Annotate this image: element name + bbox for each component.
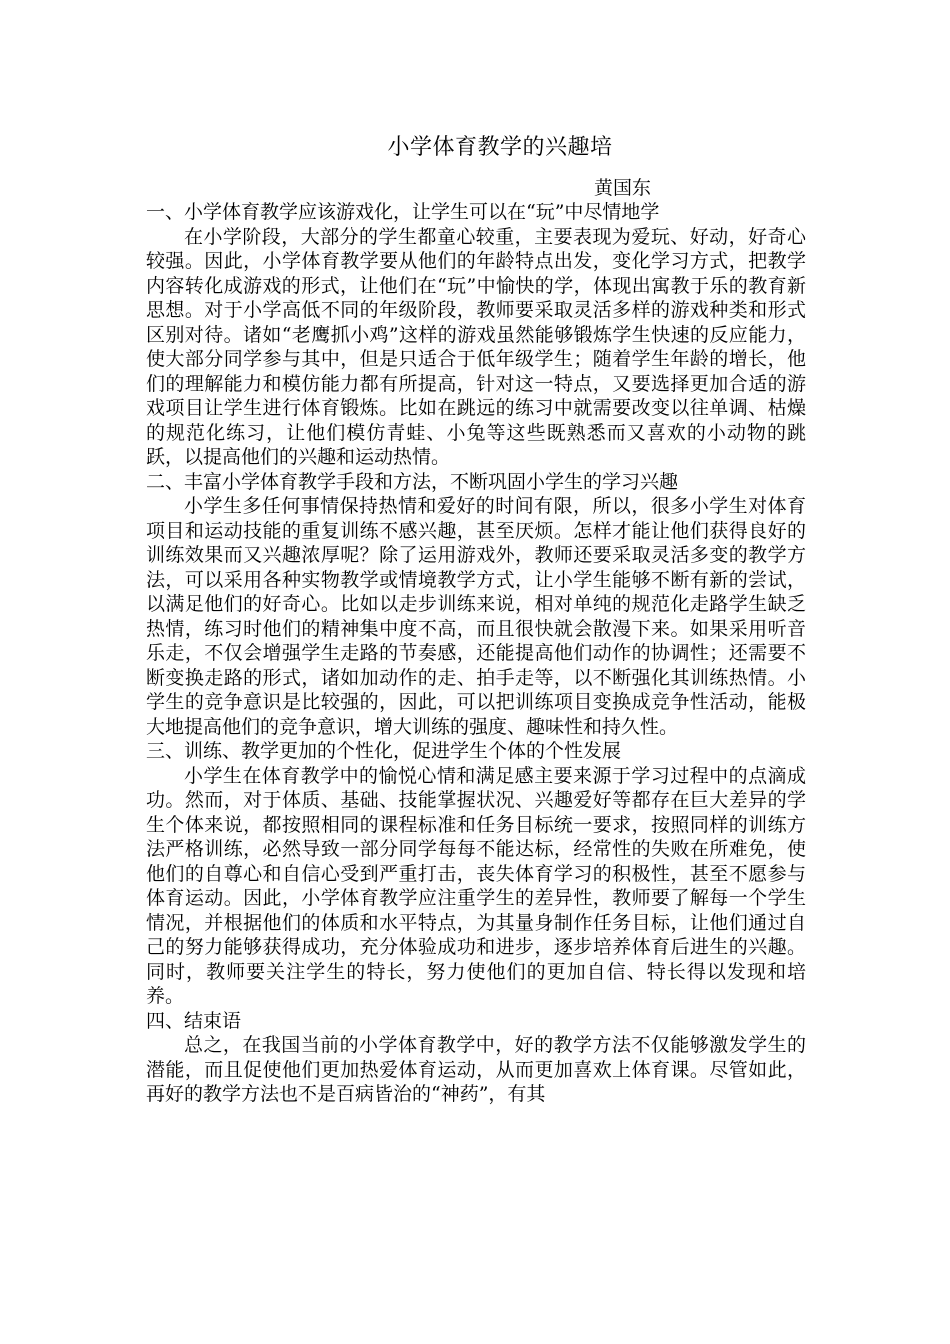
section-heading-2: 二、丰富小学体育教学手段和方法，不断巩固小学生的学习兴趣 <box>146 470 679 493</box>
section-heading-4: 四、结束语 <box>146 1009 242 1032</box>
section-paragraph-1: 在小学阶段，大部分的学生都童心较重，主要表现为爱玩、好动，好奇心较强。因此，小学体育教学要从他们的年龄特点出发，变化学习方式，把教学内容转化成游戏的形式，让他们在“玩”中愉快的学，体现出寓教于乐的教育新思想。对于小学高低不同的年级阶段，教师要采取灵活多样的游戏种类和形式区别对待。诸如“老鹰抓小鸡”这样的游戏虽然能够锻炼学生快速的反应能力，使大部分同学参与其中，但是只适合于低年级学生；随着学生年龄的增长，他们的理解能力和模仿能力都有所提高，针对这一特点，又要选择更加合适的游戏项目让学生进行体育锻炼。比如在跳远的练习中就需要改变以往单调、枯燥的规范化练习，让他们模仿青蛙、小兔等这些既熟悉而又喜欢的小动物的跳跃，以提高他们的兴趣和运动热情。 <box>146 225 806 468</box>
document-author: 黄国东 <box>594 177 652 199</box>
section-heading-3: 三、训练、教学更加的个性化，促进学生个体的个性发展 <box>146 740 622 762</box>
document-title: 小学体育教学的兴趣培 <box>387 135 613 160</box>
document-body <box>146 200 806 1107</box>
section-heading-1: 一、小学体育教学应该游戏化，让学生可以在“玩”中尽情地学 <box>146 201 660 223</box>
section-paragraph-4: 总之，在我国当前的小学体育教学中，好的教学方法不仅能够激发学生的潜能，而且促使他们更加热爱体育运动，从而更加喜欢上体育课。尽管如此，再好的教学方法也不是百病皆治的“神药”，有其 <box>146 1034 806 1105</box>
section-paragraph-2: 小学生多任何事情保持热情和爱好的时间有限，所以，很多小学生对体育项目和运动技能的重复训练不感兴趣，甚至厌烦。怎样才能让他们获得良好的训练效果而又兴趣浓厚呢？除了运用游戏外，教师还要采取灵活多变的教学方法，可以采用各种实物教学或情境教学方式，让小学生能够不断有新的尝试，以满足他们的好奇心。比如以走步训练来说，相对单纯的规范化走路学生缺乏热情，练习时他们的精神集中度不高，而且很快就会散漫下来。如果采用听音乐走，不仅会增强学生走路的节奏感，还能提高他们动作的协调性；还需要不断变换走路的形式，诸如加动作的走、拍手走等，以不断强化其训练热情。小学生的竞争意识是比较强的，因此，可以把训练项目变换成竞争性活动，能极大地提高他们的竞争意识，增大训练的强度、趣味性和持久性。 <box>146 495 806 738</box>
section-paragraph-3: 小学生在体育教学中的愉悦心情和满足感主要来源于学习过程中的点滴成功。然而，对于体质、基础、技能掌握状况、兴趣爱好等都存在巨大差异的学生个体来说，都按照相同的课程标准和任务目标统一要求，按照同样的训练方法严格训练，必然导致一部分同学每每不能达标，经常性的失败在所难免，使他们的自尊心和自信心受到严重打击，丧失体育学习的积极性，甚至不愿参与体育运动。因此，小学体育教学应注重学生的差异性，教师要了解每一个学生情况，并根据他们的体质和水平特点，为其量身制作任务目标，让他们通过自己的努力能够获得成功，充分体验成功和进步，逐步培养体育后进生的兴趣。同时，教师要关注学生的特长，努力使他们的更加自信、特长得以发现和培养。 <box>146 764 806 1007</box>
